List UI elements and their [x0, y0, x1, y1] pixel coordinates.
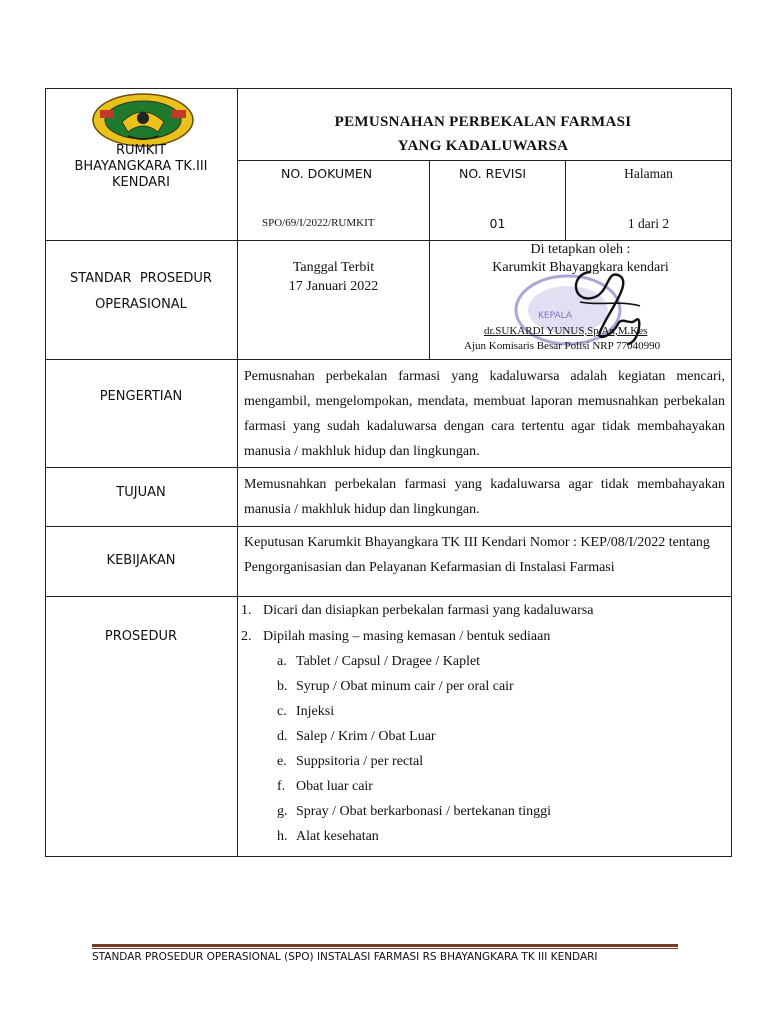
- page-label: Halaman: [624, 166, 673, 181]
- sop-label-line2: OPERASIONAL: [95, 297, 187, 312]
- prosedur-sub-text: Suppsitoria / per rectal: [296, 754, 424, 769]
- org-name-line3: KENDARI: [111, 175, 170, 190]
- stamp-text: KEPALA: [538, 311, 572, 321]
- issue-date-label: Tanggal Terbit: [292, 260, 375, 275]
- sop-label-line1: STANDAR PROSEDUR: [70, 271, 212, 286]
- doc-number-value: SPO/69/I/2022/RUMKIT: [262, 217, 375, 229]
- prosedur-sub-text: Spray / Obat berkarbonasi / bertekanan tinggi: [296, 804, 552, 819]
- tujuan-label: TUJUAN: [116, 485, 166, 500]
- org-name-line1: RUMKIT: [115, 143, 167, 158]
- prosedur-label: PROSEDUR: [104, 629, 178, 644]
- prosedur-sub-letter: e.: [277, 754, 287, 769]
- prosedur-sub-text: Obat luar cair: [296, 779, 373, 794]
- set-by-line2: Karumkit Bhayangkara kendari: [492, 260, 669, 275]
- revision-label: NO. REVISI: [459, 166, 527, 181]
- tujuan-text: Memusnahkan perbekalan farmasi yang kadaluwarsa agar tidak membahayakan manusia / makhluk hidup dan lingkungan.: [244, 477, 725, 517]
- doc-number-label: NO. DOKUMEN: [281, 166, 373, 181]
- revision-value: 01: [489, 216, 506, 231]
- page-value: 1 dari 2: [627, 216, 670, 231]
- prosedur-sub-letter: c.: [277, 704, 287, 719]
- prosedur-sub-text: Tablet / Capsul / Dragee / Kaplet: [296, 654, 481, 669]
- hospital-logo-icon: [92, 92, 194, 148]
- kebijakan-label: KEBIJAKAN: [106, 553, 176, 568]
- prosedur-step-num: 1.: [241, 603, 252, 618]
- prosedur-sub-letter: g.: [277, 804, 288, 819]
- set-by-line1: Di tetapkan oleh :: [530, 242, 631, 257]
- footer-rule-thin: [92, 948, 678, 949]
- footer-rule: [92, 944, 678, 947]
- prosedur-sub-letter: h.: [277, 829, 288, 844]
- signer-rank: Ajun Komisaris Besar Polisi NRP 77040990: [464, 340, 661, 352]
- prosedur-sub-letter: a.: [277, 654, 287, 669]
- prosedur-sub-text: Injeksi: [296, 704, 335, 719]
- issue-date-value: 17 Januari 2022: [288, 279, 379, 294]
- prosedur-sub-text: Salep / Krim / Obat Luar: [296, 729, 436, 744]
- prosedur-step-num: 2.: [241, 629, 252, 644]
- prosedur-step-text: Dipilah masing – masing kemasan / bentuk sediaan: [263, 629, 551, 644]
- prosedur-sub-text: Syrup / Obat minum cair / per oral cair: [296, 679, 514, 694]
- prosedur-sub-letter: d.: [277, 729, 288, 744]
- org-name-line2: BHAYANGKARA TK.III: [74, 159, 208, 174]
- prosedur-sub-letter: b.: [277, 679, 288, 694]
- footer-text: STANDAR PROSEDUR OPERASIONAL (SPO) INSTALASI FARMASI RS BHAYANGKARA TK III KENDARI: [92, 951, 598, 963]
- document-title-line1: PEMUSNAHAN PERBEKALAN FARMASI: [334, 114, 632, 130]
- pengertian-label: PENGERTIAN: [99, 389, 183, 404]
- kebijakan-text: Keputusan Karumkit Bhayangkara TK III Kendari Nomor : KEP/08/I/2022 tentang Pengorganisasian dan Pelayanan Kefarmasian di Instalasi Farmasi: [244, 535, 710, 575]
- document-title-line2: YANG KADALUWARSA: [397, 138, 569, 154]
- prosedur-sub-text: Alat kesehatan: [296, 829, 379, 844]
- prosedur-sub-letter: f.: [277, 779, 286, 794]
- prosedur-step-text: Dicari dan disiapkan perbekalan farmasi yang kadaluwarsa: [263, 603, 594, 618]
- pengertian-text: Pemusnahan perbekalan farmasi yang kadaluwarsa adalah kegiatan mencari, mengambil, mengelompokan, mendata, membuat laporan memusnahkan perbekalan farmasi yang sudah kadaluwarsa dengan cara tertentu agar tidak membahayakan manusia / makhluk hidup dan lingkungan.: [244, 369, 725, 459]
- signer-name: dr.SUKARDI YUNUS,Sp.An,M.Kes: [484, 325, 648, 337]
